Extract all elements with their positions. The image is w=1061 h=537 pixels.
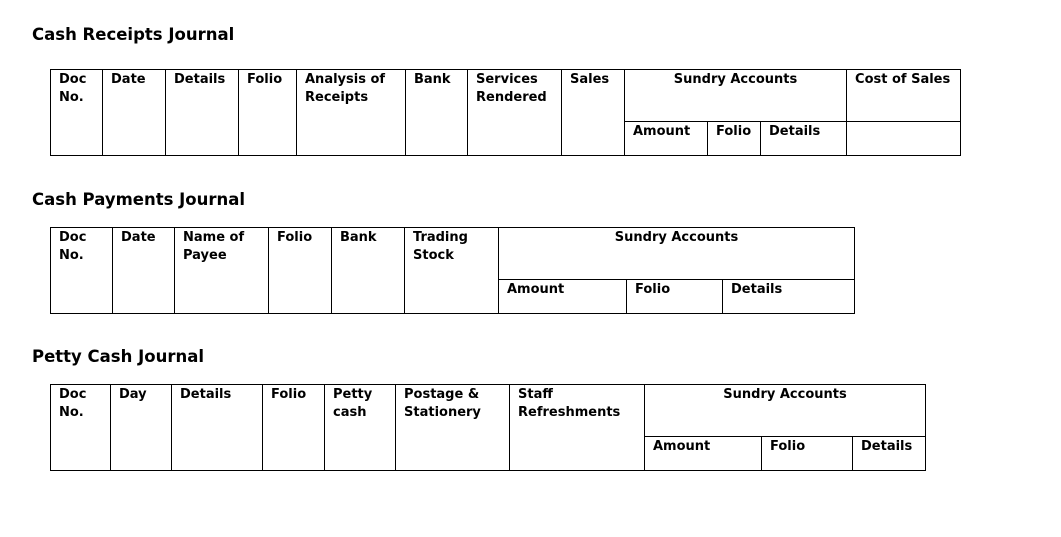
sundry-folio-header: Folio <box>762 437 853 471</box>
folio-header: Folio <box>269 228 332 314</box>
doc-no-header: Doc No. <box>51 70 103 156</box>
services-rendered-header: Services Rendered <box>468 70 562 156</box>
cash-receipts-title: Cash Receipts Journal <box>32 25 235 44</box>
sundry-accounts-header: Sundry Accounts <box>645 385 926 437</box>
analysis-of-receipts-header: Analysis of Receipts <box>297 70 406 156</box>
postage-stationery-header: Postage & Stationery <box>396 385 510 471</box>
sundry-amount-header: Amount <box>625 122 708 156</box>
header-row <box>51 385 926 437</box>
name-of-payee-header: Name of Payee <box>175 228 269 314</box>
sundry-accounts-header: Sundry Accounts <box>499 228 855 280</box>
cash-receipts-table <box>50 69 961 156</box>
sundry-folio-header: Folio <box>627 280 723 314</box>
petty-cash-title: Petty Cash Journal <box>32 347 205 366</box>
sundry-amount-header: Amount <box>645 437 762 471</box>
details-header: Details <box>166 70 239 156</box>
day-header: Day <box>111 385 172 471</box>
petty-cash-header: Petty cash <box>325 385 396 471</box>
folio-header: Folio <box>239 70 297 156</box>
cost-of-sales-header: Cost of Sales <box>847 70 961 122</box>
sundry-details-header: Details <box>853 437 926 471</box>
sundry-amount-header: Amount <box>499 280 627 314</box>
sundry-details-header: Details <box>761 122 847 156</box>
cash-payments-title: Cash Payments Journal <box>32 190 246 209</box>
petty-cash-table <box>50 384 926 471</box>
details-header: Details <box>172 385 263 471</box>
bank-header: Bank <box>406 70 468 156</box>
date-header: Date <box>103 70 166 156</box>
date-header: Date <box>113 228 175 314</box>
sundry-accounts-header: Sundry Accounts <box>625 70 847 122</box>
staff-refreshments-header: Staff Refreshments <box>510 385 645 471</box>
folio-header: Folio <box>263 385 325 471</box>
cost-of-sales-entry <box>847 122 961 156</box>
sundry-details-header: Details <box>723 280 855 314</box>
sundry-folio-header: Folio <box>708 122 761 156</box>
header-row <box>51 70 961 122</box>
doc-no-header: Doc No. <box>51 385 111 471</box>
doc-no-header: Doc No. <box>51 228 113 314</box>
cash-payments-table <box>50 227 855 314</box>
header-row <box>51 228 855 280</box>
trading-stock-header: Trading Stock <box>405 228 499 314</box>
sales-header: Sales <box>562 70 625 156</box>
bank-header: Bank <box>332 228 405 314</box>
